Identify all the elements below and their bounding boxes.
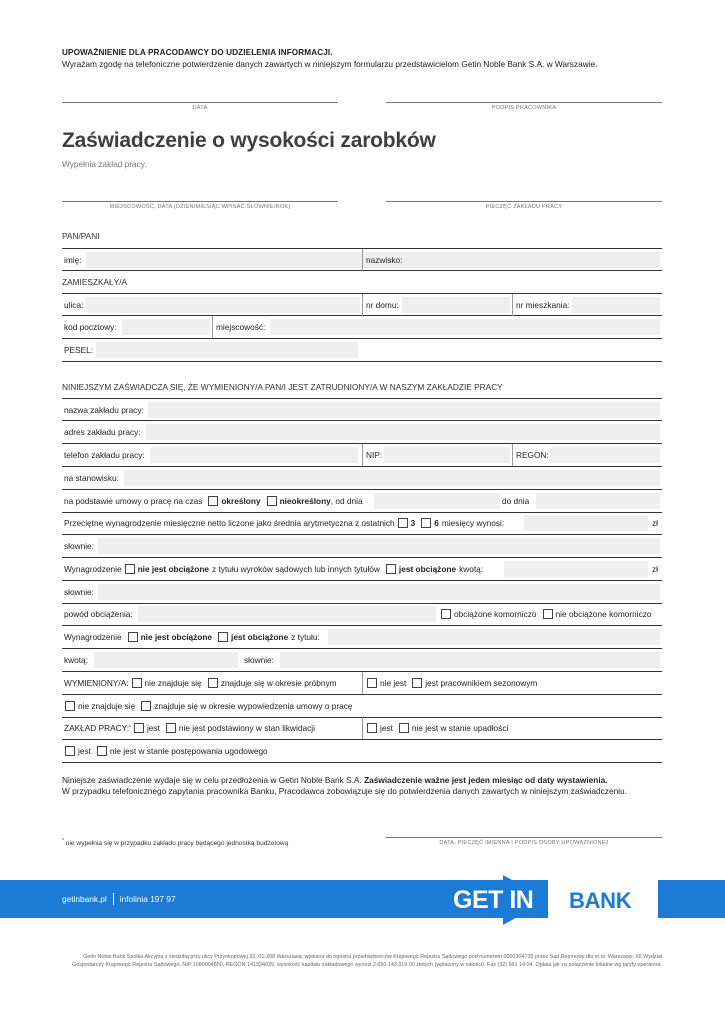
street-row — [62, 293, 662, 316]
city-label: miejscowość: — [216, 322, 266, 332]
bailiff-label: obciążone komorniczo — [454, 609, 537, 619]
months-text: miesięcy wynosi: — [441, 518, 505, 528]
garnish-currency: zł — [652, 564, 658, 574]
divider — [512, 444, 513, 466]
not-bankrupt-checkbox[interactable] — [399, 723, 409, 733]
status-row-2 — [62, 695, 662, 718]
position-row — [62, 467, 662, 490]
salary-text: Przeciętne wynagrodzenie miesięczne netto liczone jako średnia arytmetyczna z ostatnich — [64, 518, 395, 528]
not-settlement-label: nie jest w stanie postępowania ugodowego — [109, 746, 268, 756]
since-date-field[interactable] — [374, 493, 500, 509]
divider — [362, 717, 363, 739]
encumbered-label: jest obciążone — [398, 564, 457, 574]
legal-text — [62, 953, 662, 969]
months-3-checkbox[interactable] — [398, 518, 408, 528]
position-field[interactable] — [124, 470, 660, 486]
status-line-2 — [62, 695, 353, 717]
in-trial-label: znajduje się w okresie próbnym — [220, 678, 337, 688]
footer-line-1 — [62, 775, 627, 786]
salary-words-row — [62, 535, 662, 558]
mentioned-label: WYMIENIONY/A: — [64, 678, 129, 688]
indefinite-checkbox[interactable] — [267, 496, 277, 506]
consent-text: Wyrażam zgodę na telefoniczne potwierdzenie danych zawartych w niniejszym formularzu przedstawicielom Getin Noble Bank S.A. w Warszawie. — [62, 59, 598, 69]
employer-phone-row — [62, 444, 662, 467]
house-no-label: nr domu: — [366, 300, 399, 310]
name-row — [62, 248, 662, 271]
pesel-field[interactable] — [96, 342, 358, 358]
until-label: do dnia — [502, 496, 530, 506]
in-notice-checkbox[interactable] — [141, 701, 151, 711]
company-stamp-label: PIECZĘĆ ZAKŁADU PRACY — [485, 204, 563, 210]
footer-note — [62, 775, 627, 797]
asterisk-note-text: nie wypełnia się w przypadku zakładu pracy będącego jednostką budżetową — [65, 840, 289, 848]
garnish-reason-label: powód obciążenia: — [64, 609, 133, 619]
garnish-reason-field[interactable] — [138, 606, 436, 622]
garnish-amount-row — [62, 649, 662, 672]
employer-phone-label: telefon zakładu pracy: — [64, 450, 145, 460]
months-6-checkbox[interactable] — [421, 518, 431, 528]
employer-name-label: nazwa zakładu pracy: — [64, 405, 144, 415]
last-name-field[interactable] — [404, 252, 660, 268]
logo-get-in: GET IN — [453, 886, 534, 914]
encumbered-checkbox[interactable] — [386, 564, 396, 574]
status-row-1 — [62, 672, 662, 695]
authorized-signature-line[interactable] — [386, 837, 662, 838]
in-trial-checkbox[interactable] — [208, 678, 218, 688]
definite-checkbox[interactable] — [208, 496, 218, 506]
salary-line — [64, 512, 504, 534]
garnish-title-field[interactable] — [328, 629, 660, 645]
not-in-trial-checkbox[interactable] — [132, 678, 142, 688]
garnish-reason-row — [62, 603, 662, 626]
garnish-words-field[interactable] — [98, 584, 660, 600]
garnish-line — [64, 558, 483, 580]
page-subtitle: Wypełnia zakład pracy. — [62, 159, 147, 169]
bankrupt-checkbox[interactable] — [367, 723, 377, 733]
company-stamp-line[interactable] — [386, 201, 662, 202]
pesel-row — [62, 339, 662, 362]
salary-amount-field[interactable] — [524, 515, 648, 531]
company-label: ZAKŁAD PRACY: — [64, 723, 130, 733]
garnish-label-2: Wynagrodzenie — [64, 632, 122, 642]
garnish-amount-words-label: słownie: — [244, 655, 274, 665]
contract-line — [64, 490, 363, 512]
in-notice-label: znajduje się w okresie wypowiedzenia umowy o pracę — [154, 701, 353, 711]
regon-label: REGON: — [516, 450, 549, 460]
garnish-amount-label: kwotą: — [64, 655, 88, 665]
garnish-row — [62, 558, 662, 581]
not-bailiff-checkbox[interactable] — [543, 609, 553, 619]
salary-row — [62, 512, 662, 535]
garnish-words-label: słownie: — [64, 587, 94, 597]
position-label: na stanowisku: — [64, 473, 119, 483]
employer-name-field[interactable] — [148, 402, 660, 418]
divider — [512, 294, 513, 316]
page-title: Zaświadczenie o wysokości zarobków — [62, 129, 436, 152]
not-bankrupt-label: nie jest w stanie upadłości — [411, 723, 509, 733]
logo-bank: BANK — [569, 888, 632, 913]
liquidation-label: jest — [146, 723, 160, 733]
bankrupt-line — [364, 717, 508, 739]
street-field[interactable] — [86, 297, 360, 313]
not-seasonal-label: nie jest — [380, 678, 407, 688]
not-encumbered-label-2: nie jest obciążone — [140, 632, 213, 642]
footer-validity: Zaświadczenie ważne jest jeden miesiąc od daty wystawienia. — [364, 775, 608, 785]
nip-label: NIP: — [366, 450, 383, 460]
salary-words-field[interactable] — [98, 538, 660, 554]
months-6-label: 6 — [434, 518, 439, 528]
not-settlement-checkbox[interactable] — [97, 746, 107, 756]
salary-words-label: słownie: — [64, 541, 94, 551]
nip-field[interactable] — [384, 447, 510, 463]
footer-line-1-text: Niniejsze zaświadczenie wydaje się w celu przedłożenia w Getin Noble Bank S.A. — [62, 775, 365, 785]
not-seasonal-checkbox[interactable] — [367, 678, 377, 688]
liquidation-checkbox[interactable] — [134, 723, 144, 733]
definite-label: określony — [221, 496, 261, 506]
not-in-notice-checkbox[interactable] — [65, 701, 75, 711]
divider — [362, 444, 363, 466]
website-link[interactable]: getinbank.pl — [62, 894, 107, 904]
flat-no-field[interactable] — [572, 297, 660, 313]
place-date-line[interactable] — [62, 201, 338, 202]
person-section-label: PAN/PANI — [62, 231, 100, 241]
first-name-label: imię: — [64, 255, 82, 265]
bankrupt-label: jest — [380, 723, 393, 733]
consent-date-label: DATA — [192, 105, 208, 111]
regon-field[interactable] — [550, 447, 660, 463]
settlement-checkbox[interactable] — [65, 746, 75, 756]
employer-phone-field[interactable] — [150, 447, 358, 463]
company-star: * — [129, 725, 131, 731]
bailiff-option — [438, 603, 652, 625]
consent-date-line[interactable] — [62, 102, 338, 103]
garnish-label: Wynagrodzenie — [64, 564, 122, 574]
not-liquidation-checkbox[interactable] — [166, 723, 176, 733]
salary-currency: zł — [652, 518, 658, 528]
employer-address-field[interactable] — [146, 424, 660, 440]
garnish-amount-field-2[interactable] — [94, 652, 238, 668]
postcode-label: kod pocztowy: — [64, 322, 117, 332]
not-encumbered-checkbox[interactable] — [125, 564, 135, 574]
garnish-words-row — [62, 581, 662, 604]
not-liquidation-label: nie jest podstawiony w stan likwidacji — [178, 723, 315, 733]
not-in-trial-label: nie znajduje się — [144, 678, 202, 688]
employer-name-row — [62, 398, 662, 421]
legal-line-1: Getin Noble Bank Spółka Akcyjna z siedzibą przy ulicy Przyokopowej 33, 01-208 Warszawa, wpisana do rejestru przedsiębiorców Krajowego Rejestru Sądowego pod numerem 0000304735 przez Sąd Rejonowy dla m.st. Warszawy, XII Wydział — [83, 954, 662, 960]
street-label: ulica: — [64, 300, 84, 310]
divider — [362, 249, 363, 271]
last-name-label: nazwisko: — [366, 255, 403, 265]
company-line-1 — [64, 717, 315, 739]
postcode-field[interactable] — [122, 319, 210, 335]
authorized-signature-label: DATA, PIECZĘĆ IMIENNA I PODPIS OSOBY UPOWAŻNIONEJ — [439, 840, 609, 846]
company-row-1 — [62, 717, 662, 740]
divider — [362, 294, 363, 316]
seasonal-line — [364, 672, 537, 694]
garnish-title-row — [62, 626, 662, 649]
hotline-text: infolinia 197 97 — [119, 894, 176, 904]
status-line-1 — [64, 672, 337, 694]
flat-no-label: nr mieszkania: — [516, 300, 570, 310]
garnish-title-line — [64, 626, 320, 648]
settlement-label: jest — [78, 746, 91, 756]
months-3-label: 3 — [410, 518, 416, 528]
garnish-amount-field[interactable] — [504, 561, 648, 577]
asterisk-mark: * — [62, 838, 64, 844]
indefinite-label: nieokreślony — [279, 496, 331, 506]
bailiff-checkbox[interactable] — [441, 609, 451, 619]
city-field[interactable] — [270, 319, 660, 335]
garnish-amount-words-field[interactable] — [280, 652, 660, 668]
title-text: z tytułu: — [291, 632, 320, 642]
not-encumbered-checkbox-2[interactable] — [128, 632, 138, 642]
place-date-label: MIEJSCOWOŚĆ, DATA (DZIEŃ/MIESIĄC WPISAĆ SŁOWNIE/ROK) — [109, 204, 291, 210]
encumbered-label-2: jest obciążone — [231, 632, 289, 642]
consent-title: UPOWAŻNIENIE DLA PRACODAWCY DO UDZIELENIA INFORMACJI. — [62, 48, 333, 57]
encumbered-checkbox-2[interactable] — [218, 632, 228, 642]
employment-statement: NINIEJSZYM ZAŚWIADCZA SIĘ, ŻE WYMIENIONY/A PAN/I JEST ZATRUDNIONY/A W NASZYM ZAKŁADZIE PRACY — [62, 382, 503, 392]
contract-prefix: na podstawie umowy o pracę na czas — [64, 496, 203, 506]
contract-row — [62, 490, 662, 513]
seasonal-label: jest pracownikiem sezonowym — [425, 678, 538, 688]
residence-section-label: ZAMIESZKAŁY/A — [62, 277, 128, 287]
not-encumbered-label: nie jest obciążone — [137, 564, 210, 574]
seasonal-checkbox[interactable] — [412, 678, 422, 688]
amount-text: kwotą: — [459, 564, 484, 574]
legal-line-2: Gospodarczy Krajowego Rejestru Sądowego, NIP 1080004850, REGON 141334039, wysokość kapitału zakładowego wynosi 2.650.143.319,00 złotych (wpłacony w całości). Fax (32) 661 14 04. Opłata jak za połączenie lokalne wg taryfy operatora. — [72, 962, 662, 968]
asterisk-note — [62, 838, 288, 847]
court-text: z tytułu wyroków sądowych lub innych tytułów — [212, 564, 380, 574]
not-in-notice-label: nie znajduje się — [78, 701, 136, 711]
company-line-2 — [62, 740, 268, 762]
divider — [362, 672, 363, 694]
footer-line-2: W przypadku telefonicznego zapytania pracownika Banku, Pracodawca zobowiązuje się do potwierdzenia danych zawartych w niniejszym zaświadczeniu. — [62, 786, 627, 796]
employee-signature-line[interactable] — [386, 102, 662, 103]
since-label: , od dnia — [330, 496, 363, 506]
until-date-field[interactable] — [536, 493, 660, 509]
pesel-label: PESEL: — [64, 345, 94, 355]
employer-address-label: adres zakładu pracy: — [64, 427, 141, 437]
not-bailiff-label: nie obciążone komorniczo — [555, 609, 652, 619]
divider — [212, 316, 213, 338]
employer-address-row — [62, 421, 662, 444]
postcode-row — [62, 316, 662, 339]
house-no-field[interactable] — [402, 297, 510, 313]
employee-signature-label: PODPIS PRACOWNIKA — [491, 105, 557, 111]
company-row-2 — [62, 740, 662, 763]
